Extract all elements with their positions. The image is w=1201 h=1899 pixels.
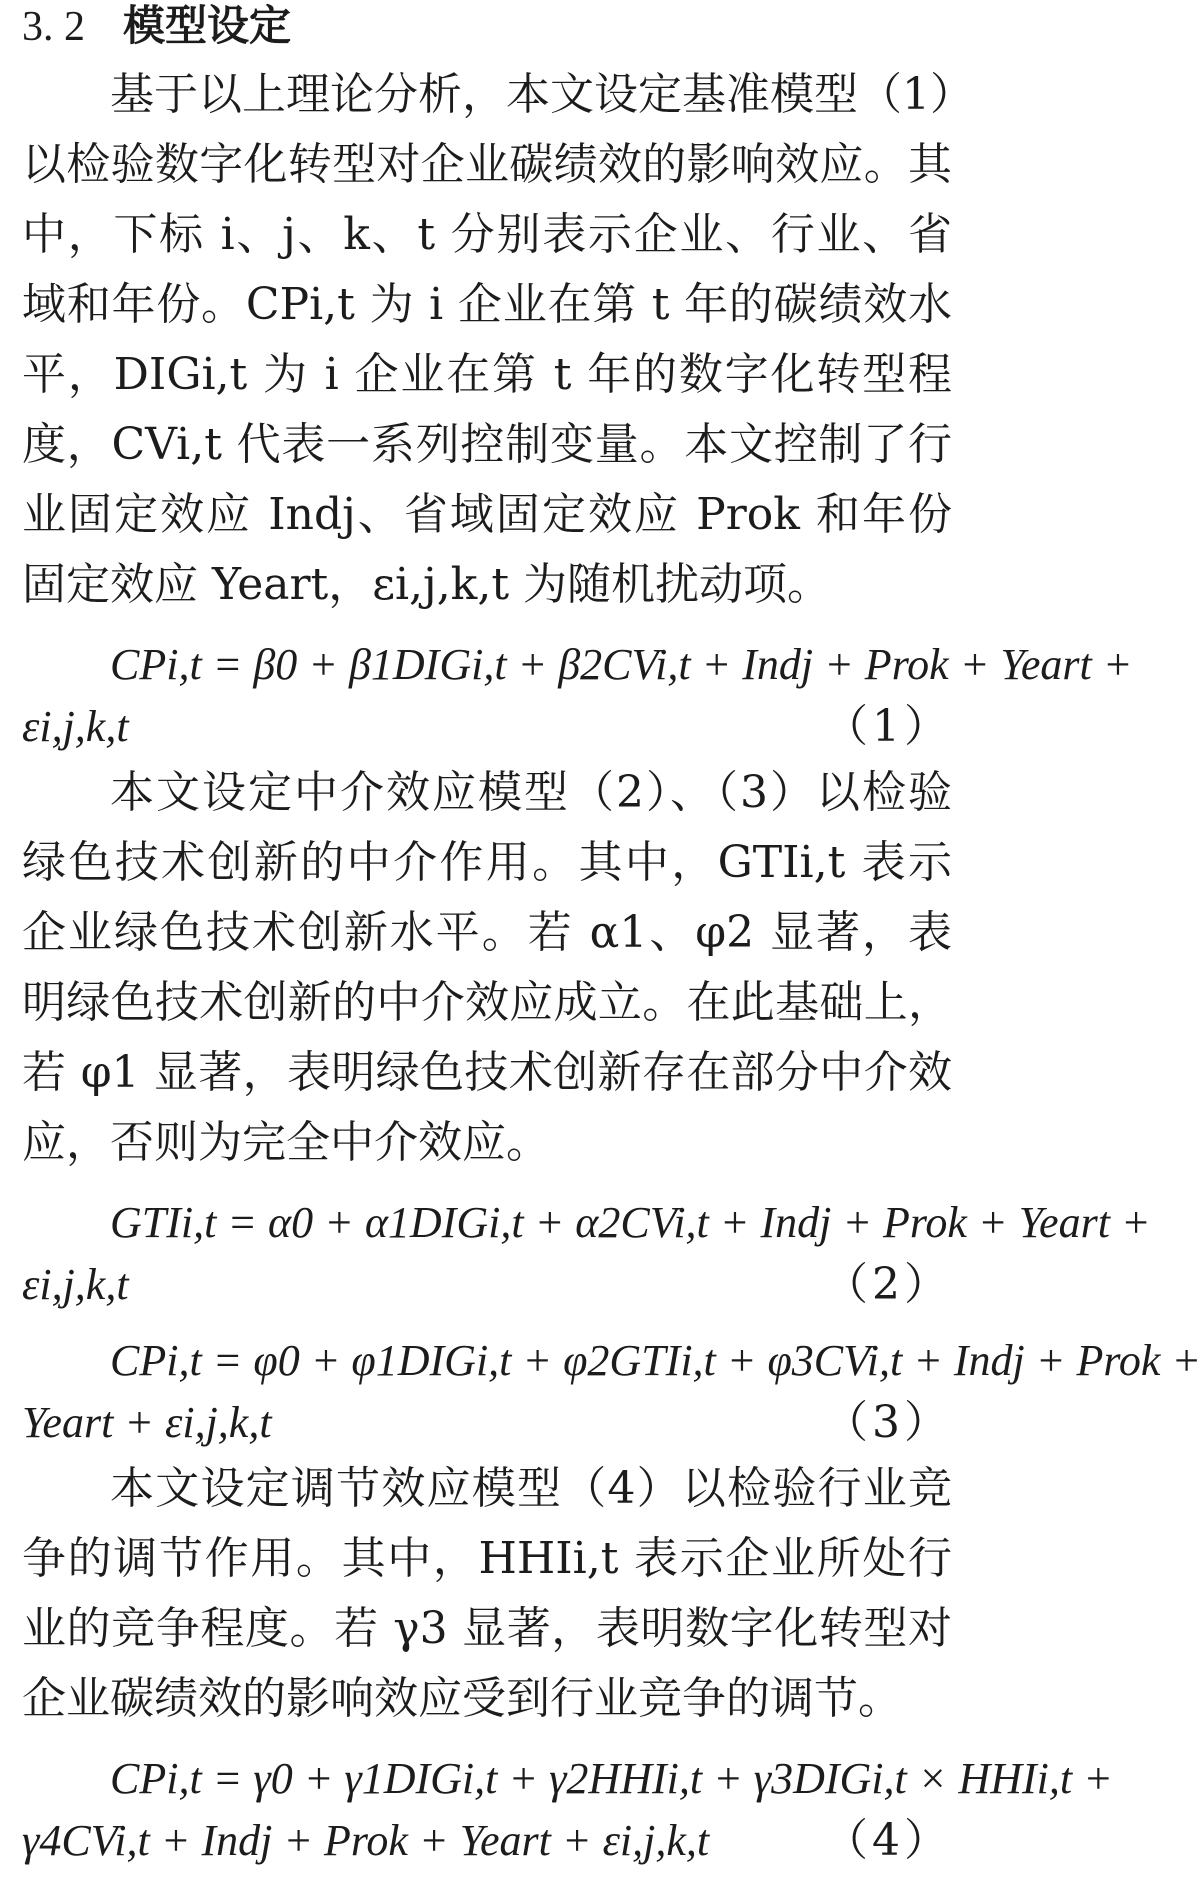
- equation-3-line-2: Yeart + εi,j,k,t: [22, 1398, 272, 1447]
- equation-4-number: （4）: [824, 1815, 952, 1866]
- equation-2-line-2: εi,j,k,t: [22, 1260, 129, 1309]
- equation-2: [22, 1192, 1151, 1316]
- equation-1-number: （1）: [824, 701, 952, 752]
- section-heading: [22, 0, 952, 52]
- equation-2-line-1: GTIi,t = α0 + α1DIGi,t + α2CVi,t + Indj + Prok + Yeart +: [110, 1198, 1151, 1247]
- equation-3: [22, 1330, 1201, 1454]
- paragraph-2: 本文设定中介效应模型（2）、（3）以检验绿色技术创新的中介作用。其中，GTIi,t 表示企业绿色技术创新水平。若 α1、φ2 显著，表明绿色技术创新的中介效应成立。在此基础上，若 φ1 显著，表明绿色技术创新存在部分中介效应，否则为完全中介效应。: [22, 767, 952, 1168]
- section-title: 模型设定: [123, 1, 292, 50]
- equation-4: [22, 1748, 1113, 1872]
- paragraph-1: 基于以上理论分析，本文设定基准模型（1）以检验数字化转型对企业碳绩效的影响效应。其中，下标 i、j、k、t 分别表示企业、行业、省域和年份。CPi,t 为 i 企业在第 t 年的碳绩效水平，DIGi,t 为 i 企业在第 t 年的数字化转型程度，CVi,t 代表一系列控制变量。本文控制了行业固定效应 Indj、省域固定效应 Prok 和年份固定效应 Yeart，εi,j,k,t 为随机扰动项。: [22, 69, 952, 610]
- equation-1-line-2: εi,j,k,t: [22, 702, 129, 751]
- equation-3-line-1: CPi,t = φ0 + φ1DIGi,t + φ2GTIi,t + φ3CVi,t + Indj + Prok +: [110, 1336, 1201, 1385]
- equation-1-line-1: CPi,t = β0 + β1DIGi,t + β2CVi,t + Indj + Prok + Yeart +: [110, 640, 1133, 689]
- equation-1: [22, 634, 1133, 758]
- equation-4-line-2: γ4CVi,t + Indj + Prok + Yeart + εi,j,k,t: [22, 1816, 710, 1865]
- equation-2-number: （2）: [824, 1259, 952, 1310]
- section-number: 3. 2: [22, 4, 85, 50]
- equation-4-line-1: CPi,t = γ0 + γ1DIGi,t + γ2HHIi,t + γ3DIGi,t × HHIi,t +: [110, 1754, 1113, 1803]
- equation-3-number: （3）: [824, 1397, 952, 1448]
- paragraph-3: 本文设定调节效应模型（4）以检验行业竞争的调节作用。其中，HHIi,t 表示企业所处行业的竞争程度。若 γ3 显著，表明数字化转型对企业碳绩效的影响效应受到行业竞争的调节。: [22, 1463, 952, 1724]
